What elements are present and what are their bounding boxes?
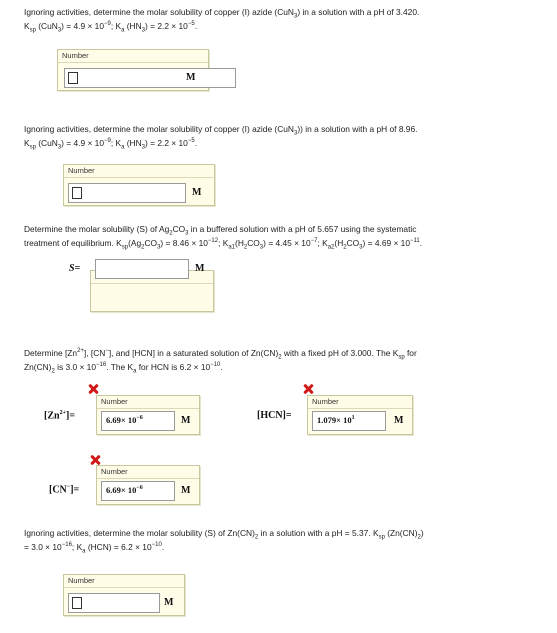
number-label: Number (68, 166, 95, 175)
answer-box-zn (96, 395, 200, 435)
answer-input-zn[interactable] (101, 411, 175, 431)
answer-box-cn (96, 465, 200, 505)
hcn-concentration-label: [HCN]= (257, 410, 292, 421)
answer-box-q1 (57, 49, 209, 91)
number-label: Number (101, 467, 128, 476)
hcn-exponent: 1 (351, 415, 355, 422)
text-cursor-icon (68, 72, 78, 84)
text-cursor-icon (72, 597, 82, 609)
answer-input-q3[interactable] (95, 259, 189, 279)
cn-value: 6.69× 10 (106, 485, 137, 495)
answer-input-q5[interactable] (68, 593, 160, 613)
number-label: Number (101, 397, 128, 406)
question-3-text: Determine the molar solubility (S) of $Ag_2CO_3$ in a buffered solution with a pH of 5.657 using the systematic treatment of equilibrium. $K_{sp}(Ag_2CO_3) = 8.46 \times 10^{-12}$; $K_{a1}(H_2CO_3) = 4.45 \times 10^{-7}$; $K_{a2}(H_2CO_3) = 4.69 \times 10^{-11}$. (24, 224, 423, 251)
zn-exponent: −6 (136, 415, 143, 422)
unit-label: M (181, 415, 191, 426)
zn-concentration-label: $[Zn^{2+}]=$ (44, 410, 76, 422)
question-1-text: Ignoring activities, determine the molar solubility of copper (I) azide (CuN$_3$) in a solution with a pH of 3.420. $K_{sp}$ $(CuN_3) = 4.9 \times 10^{-9}$; $K_a$ $(HN_3) = 2.2 \times 10^{-5}$. (24, 7, 420, 34)
question-2-text: Ignoring activities, determine the molar solubility of copper (I) azide (CuN$_3$)) in a solution with a pH of 8.96. $K_{sp}$ $(CuN_3) = 4.9 \times 10^{-9}$; $K_a$ $(HN_3) = 2.2 \times 10^{-5}$. (24, 124, 418, 151)
unit-label: M (192, 187, 202, 198)
answer-input-cn[interactable] (101, 481, 175, 501)
cn-concentration-label: [CN−]= (49, 484, 80, 496)
zn-value: 6.69× 10 (106, 415, 137, 425)
incorrect-x-icon (303, 384, 313, 394)
text-cursor-icon (72, 187, 82, 199)
answer-input-hcn[interactable] (312, 411, 386, 431)
incorrect-x-icon (90, 455, 100, 465)
number-label: Number (62, 51, 89, 60)
answer-input-q1[interactable] (64, 68, 236, 88)
number-label: Number (312, 397, 339, 406)
answer-box-hcn (307, 395, 413, 435)
cn-exponent: −6 (136, 485, 143, 492)
answer-box-q5 (63, 574, 185, 616)
incorrect-x-icon (88, 384, 98, 394)
s-prefix-label: S= (69, 263, 81, 274)
answer-box-q2 (63, 164, 215, 206)
unit-label: M (394, 415, 404, 426)
unit-label: M (164, 597, 174, 608)
answer-input-q2[interactable] (68, 183, 186, 203)
unit-label: M (186, 72, 196, 83)
hcn-value: 1.079× 10 (317, 415, 352, 425)
answer-box-q3 (90, 263, 214, 312)
question-4-text: Determine $[Zn^{2+}]$, [CN−], and [HCN] in a saturated solution of $Zn(CN)_2$ with a fixed pH of 3.000. The $K_{sp}$ for $Zn(CN)_2$ is $3.0 \times 10^{-16}$. The $K_a$ for HCN is $6.2 \times 10^{-10}$. (24, 348, 417, 375)
question-5-text: Ignoring activities, determine the molar solubility (S) of $Zn(CN)_2$ in a solution with a pH = 5.37. $K_{sp}$ $(Zn(CN)_2)$ = $3.0 \times 10^{-16}$; $K_a$ $(HCN) = 6.2 \times 10^{-10}$. (24, 528, 424, 555)
unit-label: M (181, 485, 191, 496)
number-label: Number (68, 576, 95, 585)
unit-label: M (195, 263, 205, 274)
